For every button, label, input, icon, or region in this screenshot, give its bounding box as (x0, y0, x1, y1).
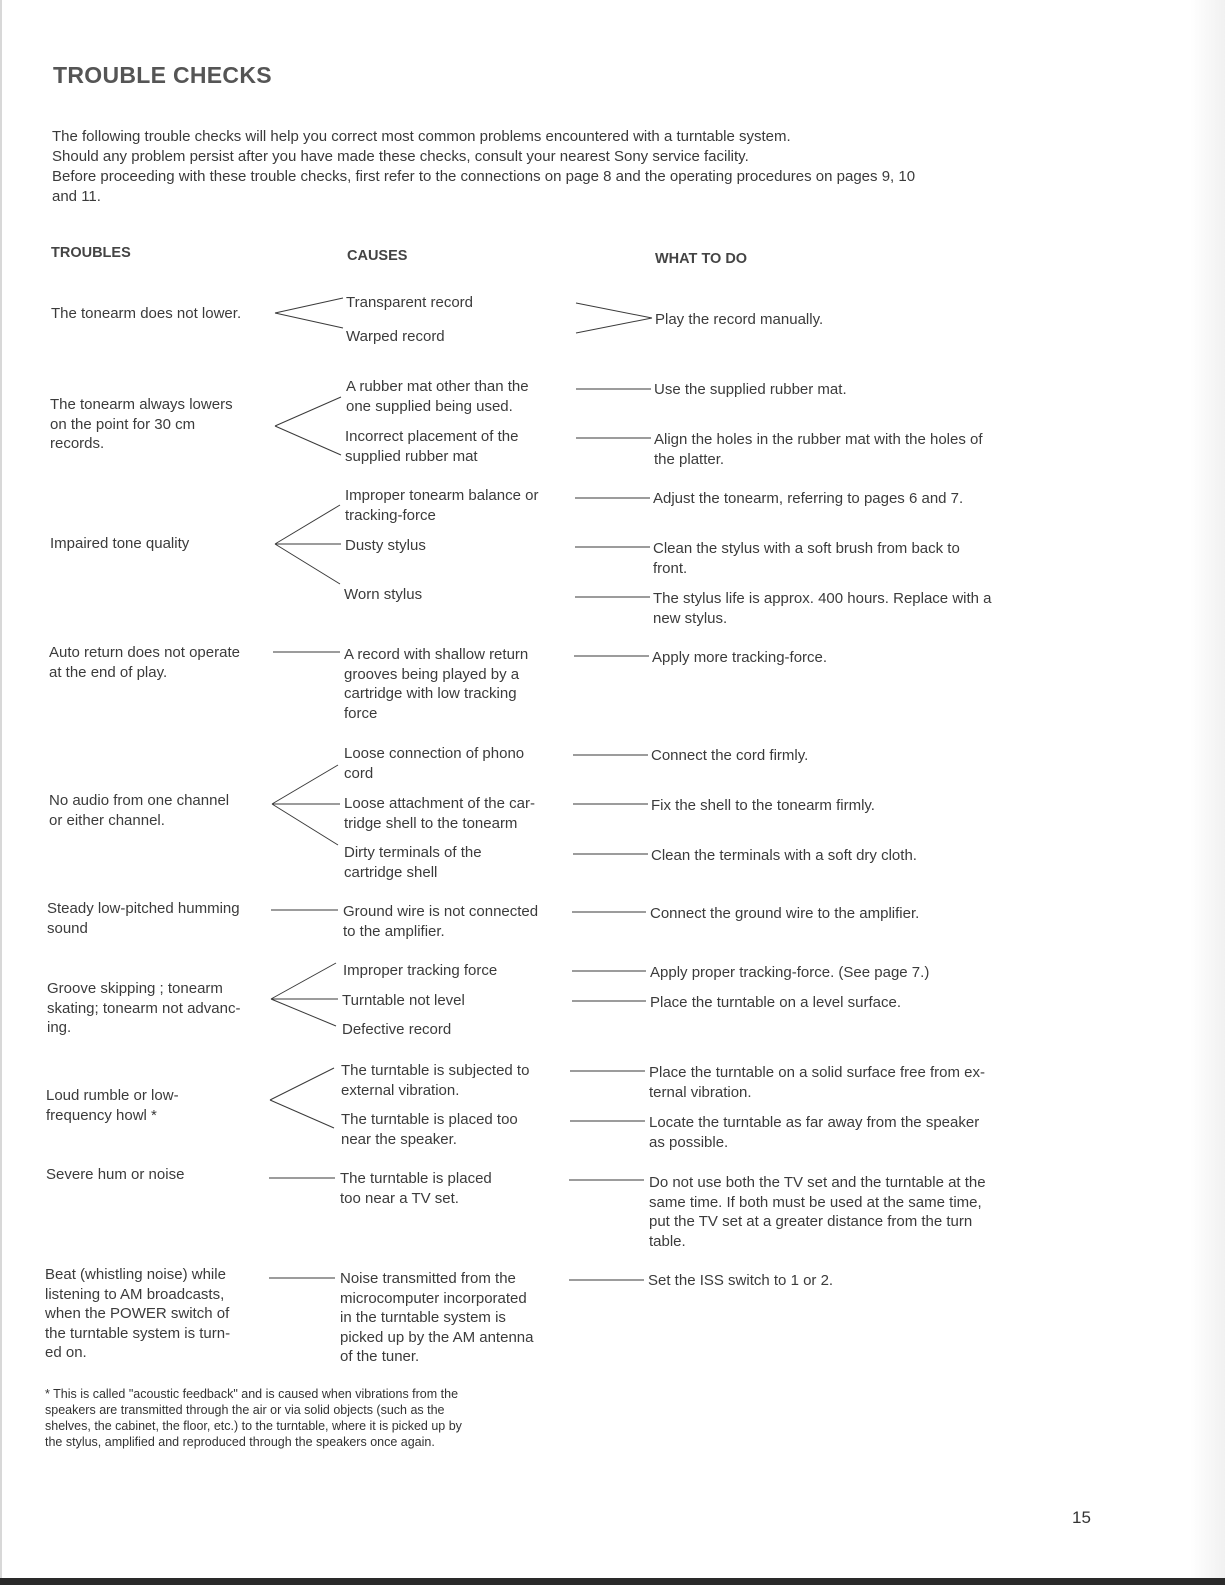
cause-item: Loose connection of phono cord (344, 745, 525, 782)
remedy-item: Apply proper tracking-force. (See page 7.) (650, 964, 930, 981)
cause-item: Dirty terminals of the cartridge shell (344, 844, 482, 881)
connector-line (270, 1068, 334, 1100)
cause-item: Ground wire is not connected to the amplifier. (343, 903, 539, 940)
header-causes: CAUSES (347, 248, 408, 264)
remedy-item: Fix the shell to the tonearm firmly. (651, 797, 875, 814)
trouble-item: Severe hum or noise (46, 1166, 185, 1183)
trouble-item: Groove skipping ; tonearm skating; tonearm not advanc- ing. (47, 980, 241, 1036)
connector-line (271, 963, 336, 999)
trouble-item: The tonearm does not lower. (51, 305, 242, 322)
cause-item: The turntable is placed too near the speaker. (341, 1111, 518, 1148)
connector-line (275, 426, 341, 455)
connector-line (576, 303, 652, 318)
cause-item: Defective record (342, 1021, 452, 1038)
cause-item: Turntable not level (342, 992, 465, 1009)
connector-line (275, 397, 341, 426)
remedy-item: Use the supplied rubber mat. (654, 381, 847, 398)
remedy-item: Adjust the tonearm, referring to pages 6 and 7. (653, 490, 964, 507)
remedy-item: Place the turntable on a solid surface free from ex- ternal vibration. (649, 1064, 986, 1101)
trouble-item: No audio from one channel or either channel. (49, 792, 230, 829)
remedy-item: Apply more tracking-force. (652, 649, 828, 666)
cause-item: The turntable is subjected to external vibration. (341, 1062, 530, 1099)
footnote: * This is called "acoustic feedback" and is caused when vibrations from the speakers are transmitted through the air or via solid objects (such as the shelves, the cabinet, the floor, etc.) to the turntable, where it is picked up by the stylus, amplified and reproduced through the speakers once again. (45, 1387, 462, 1449)
remedy-item: Locate the turntable as far away from the speaker as possible. (649, 1114, 980, 1151)
remedy-item: The stylus life is approx. 400 hours. Replace with a new stylus. (653, 590, 992, 627)
cause-item: Dusty stylus (345, 537, 426, 554)
remedy-item: Align the holes in the rubber mat with the holes of the platter. (654, 431, 983, 468)
intro-line: The following trouble checks will help you correct most common problems encountered with a turntable system. (52, 128, 791, 145)
remedy-item: Connect the cord firmly. (651, 747, 809, 764)
remedy-item: Connect the ground wire to the amplifier. (650, 905, 920, 922)
trouble-item: Loud rumble or low- frequency howl * (46, 1087, 179, 1124)
cause-item: Incorrect placement of the supplied rubber mat (345, 428, 519, 465)
connector-line (275, 313, 343, 328)
trouble-item: Impaired tone quality (50, 535, 190, 552)
connector-line (275, 298, 343, 313)
trouble-item: Auto return does not operate at the end of play. (49, 644, 240, 681)
intro-line: Before proceeding with these trouble checks, first refer to the connections on page 8 and the operating procedures on pages 9, 10 (52, 168, 916, 185)
connector-line (576, 318, 652, 333)
connector-line (272, 804, 338, 845)
cause-item: Loose attachment of the car- tridge shell to the tonearm (344, 795, 535, 832)
intro-paragraph (52, 127, 1052, 207)
page-title: TROUBLE CHECKS (53, 62, 272, 88)
intro-line: and 11. (52, 188, 101, 205)
remedy-item: Place the turntable on a level surface. (650, 994, 901, 1011)
scan-edge-right (1190, 0, 1225, 1585)
cause-item: The turntable is placed too near a TV set. (340, 1170, 492, 1207)
trouble-item: Beat (whistling noise) while listening to AM broadcasts, when the POWER switch of the turntable system is turn- ed on. (45, 1266, 231, 1361)
remedy-item: Clean the terminals with a soft dry cloth. (651, 847, 917, 864)
connector-line (270, 1100, 334, 1128)
header-troubles: TROUBLES (51, 245, 131, 261)
scan-edge-bottom (0, 1578, 1225, 1585)
remedy-item: Clean the stylus with a soft brush from back to front. (653, 540, 960, 577)
header-what-to-do: WHAT TO DO (655, 251, 748, 267)
cause-item: Improper tonearm balance or tracking-force (345, 487, 539, 524)
scan-edge-left (0, 0, 2, 1585)
trouble-item: The tonearm always lowers on the point for 30 cm records. (50, 396, 233, 452)
connector-line (271, 999, 336, 1026)
connector-line (272, 765, 338, 804)
connector-line (275, 544, 340, 584)
cause-item: Transparent record (346, 294, 474, 311)
remedy-item: Set the ISS switch to 1 or 2. (648, 1272, 834, 1289)
connector-line (275, 505, 340, 544)
cause-item: Noise transmitted from the microcomputer incorporated in the turntable system is picked up by the AM antenna of the tuner. (340, 1270, 534, 1365)
cause-item: Warped record (346, 328, 445, 345)
cause-item: A record with shallow return grooves being played by a cartridge with low tracking force (344, 646, 529, 722)
cause-item: Worn stylus (344, 586, 423, 603)
cause-item: A rubber mat other than the one supplied being used. (346, 378, 529, 415)
remedy-item: Do not use both the TV set and the turntable at the same time. If both must be used at the same time, put the TV set at a greater distance from the turn table. (649, 1174, 986, 1250)
remedy-item: Play the record manually. (655, 311, 824, 328)
intro-line: Should any problem persist after you have made these checks, consult your nearest Sony service facility. (52, 148, 749, 165)
page-number: 15 (1072, 1508, 1091, 1527)
trouble-item: Steady low-pitched humming sound (47, 900, 240, 937)
cause-item: Improper tracking force (343, 962, 498, 979)
